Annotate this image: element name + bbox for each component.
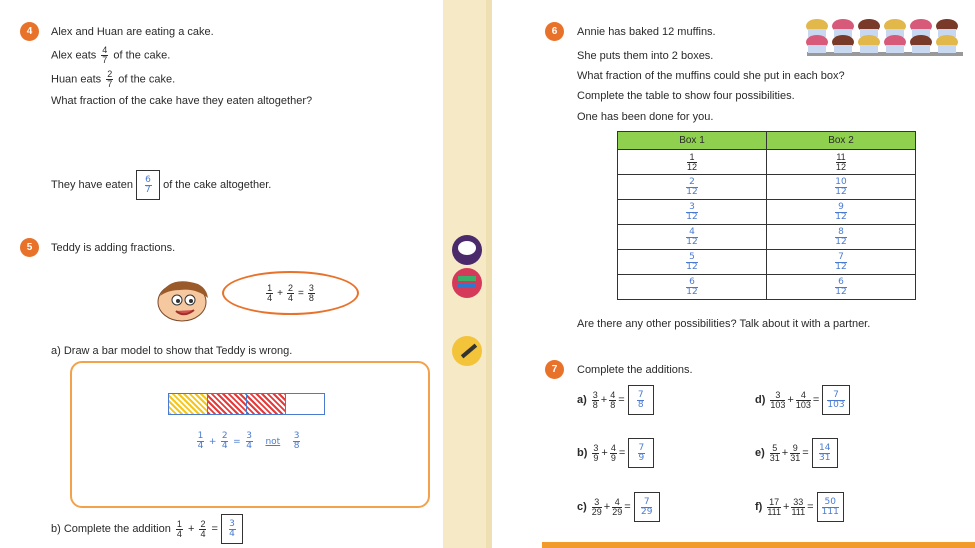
handwritten-fraction: $\frac{3}{12}$	[686, 201, 698, 222]
fraction: $\frac{3}{8}$	[308, 282, 314, 303]
handwritten-fraction: $\frac{3}{4}$	[246, 431, 252, 451]
handwritten-fraction: $\frac{4}{12}$	[686, 226, 698, 247]
item-label: f)	[755, 500, 763, 513]
handwritten-fraction: $\frac{6}{7}$	[145, 174, 151, 195]
table-cell[interactable]	[618, 200, 767, 225]
table-cell[interactable]	[618, 225, 767, 250]
fraction: $\frac{4}{29}$	[612, 496, 623, 517]
bar-part-red	[208, 394, 247, 414]
fraction: $\frac{3}{29}$	[591, 496, 602, 517]
q7-intro: Complete the additions.	[577, 364, 693, 376]
plus-sign: +	[187, 522, 195, 535]
table-cell[interactable]	[767, 275, 916, 300]
q6-footer: Are there any other possibilities? Talk about it with a partner.	[577, 318, 871, 330]
table-cell[interactable]	[618, 275, 767, 300]
fraction: $\frac{2}{4}$	[287, 282, 293, 303]
speech-bubble	[222, 271, 359, 315]
fraction: $\frac{3}{9}$	[593, 442, 599, 463]
equals-sign: =	[211, 522, 218, 535]
answer-box[interactable]	[221, 514, 243, 544]
answer-box[interactable]	[822, 385, 849, 415]
q4-answer-line	[51, 170, 271, 200]
fraction: $\frac{17}{111}$	[767, 496, 782, 517]
q5-part-a: a) Draw a bar model to show that Teddy is wrong.	[51, 345, 293, 357]
q4-alex-post: of the cake.	[113, 49, 171, 62]
handwritten-fraction: $\frac{7}{29}$	[641, 496, 653, 517]
handwritten-fraction: $\frac{2}{4}$	[221, 431, 228, 451]
books-icon	[452, 268, 482, 298]
table-cell[interactable]	[767, 175, 916, 200]
table-cell	[767, 150, 916, 175]
plus-sign: +	[787, 393, 794, 406]
table-header: Box 1	[618, 132, 767, 150]
page-footer-stripe	[542, 542, 975, 548]
not-word: not	[265, 437, 281, 447]
page-gutter-shade	[486, 0, 492, 548]
bar-part-yellow	[169, 394, 208, 414]
muffin-case	[886, 45, 904, 53]
plus-sign: +	[600, 393, 608, 406]
teddy-face-illustration	[150, 276, 216, 324]
plus-sign: +	[781, 446, 789, 459]
fraction: $\frac{1}{4}$	[267, 282, 273, 303]
handwritten-fraction: $\frac{6}{12}$	[835, 276, 847, 297]
equals-sign: =	[618, 393, 625, 406]
fraction: $\frac{4}{9}$	[610, 442, 616, 463]
table-row	[618, 225, 916, 250]
plus-sign: +	[603, 500, 611, 513]
table-cell[interactable]	[767, 200, 916, 225]
muffin-case	[834, 45, 852, 53]
q4-question: What fraction of the cake have they eaten altogether?	[51, 95, 313, 107]
fraction: $\frac{2}{7}$	[107, 69, 113, 89]
handwritten-fraction: $\frac{50}{111}$	[821, 496, 839, 517]
fraction: $\frac{5}{31}$	[769, 442, 780, 463]
handwritten-fraction: $\frac{7}{8}$	[637, 389, 644, 410]
q5-part-b-line	[51, 514, 243, 544]
muffin-case	[860, 45, 878, 53]
fraction: $\frac{3}{103}$	[770, 389, 786, 410]
table-cell	[618, 150, 767, 175]
muffin-case	[912, 45, 930, 53]
q4-answer-pre: They have eaten	[51, 178, 133, 191]
table-row	[618, 200, 916, 225]
q4-huan-line	[51, 70, 175, 89]
item-label: a)	[577, 393, 587, 406]
q6-line2: She puts them into 2 boxes.	[577, 50, 714, 62]
handwritten-fraction: $\frac{10}{12}$	[835, 176, 847, 197]
handwritten-fraction: $\frac{1}{4}$	[197, 431, 204, 451]
item-label: b)	[577, 446, 588, 459]
addition-item	[755, 438, 838, 468]
q5-part-b-pre: b) Complete the addition	[51, 522, 171, 535]
fraction: $\frac{9}{31}$	[790, 442, 801, 463]
table-cell[interactable]	[618, 250, 767, 275]
table-cell[interactable]	[618, 175, 767, 200]
discuss-icon	[452, 235, 482, 265]
plus-sign: +	[783, 500, 790, 513]
equals-sign: =	[298, 287, 304, 299]
answer-box[interactable]	[628, 385, 654, 415]
bar-part-red	[247, 394, 286, 414]
q4-answer-post: of the cake altogether.	[163, 178, 272, 191]
handwritten-working	[195, 432, 302, 451]
q6-line5: One has been done for you.	[577, 111, 714, 123]
handwritten-fraction: $\frac{5}{12}$	[686, 251, 698, 272]
fraction: $\frac{2}{4}$	[200, 518, 206, 539]
fraction: $\frac{4}{7}$	[102, 45, 108, 65]
fraction: $\frac{4}{8}$	[610, 389, 616, 410]
item-label: e)	[755, 446, 765, 459]
plus-sign: +	[601, 446, 608, 459]
addition-item	[577, 492, 660, 522]
fraction: $\frac{4}{103}$	[795, 389, 811, 410]
answer-box[interactable]	[628, 438, 654, 468]
plus-sign: +	[277, 287, 283, 299]
handwritten-fraction: $\frac{2}{12}$	[686, 176, 698, 197]
handwritten-fraction: $\frac{7}{103}$	[827, 389, 845, 410]
question-number-7: 7	[545, 360, 564, 379]
equals-sign: =	[802, 446, 809, 459]
handwritten-fraction: $\frac{6}{12}$	[686, 276, 698, 297]
handwritten-fraction: $\frac{3}{4}$	[229, 518, 235, 539]
table-row	[618, 175, 916, 200]
handwritten-fraction: $\frac{9}{12}$	[835, 201, 847, 222]
question-number-6: 6	[545, 22, 564, 41]
q4-intro: Alex and Huan are eating a cake.	[51, 26, 214, 38]
q4-huan-post: of the cake.	[118, 73, 176, 86]
answer-box[interactable]	[136, 170, 160, 200]
handwritten-fraction: $\frac{7}{9}$	[638, 442, 645, 463]
bar-part-empty	[286, 394, 324, 414]
equals-sign: =	[624, 500, 631, 513]
muffin-case	[938, 45, 956, 53]
fraction: $\frac{33}{111}$	[791, 496, 806, 517]
addition-item	[577, 438, 654, 468]
fraction: $\frac{1}{4}$	[176, 518, 182, 539]
item-label: d)	[755, 393, 766, 406]
equals-sign: =	[233, 437, 241, 447]
q5-intro: Teddy is adding fractions.	[51, 242, 176, 254]
fraction: $\frac{1}{12}$	[686, 151, 697, 172]
item-label: c)	[577, 500, 587, 513]
handwritten-fraction: $\frac{8}{12}$	[835, 226, 847, 247]
q4-alex-line	[51, 46, 170, 65]
answer-box[interactable]	[634, 492, 660, 522]
bar-model	[168, 393, 325, 415]
table-cell[interactable]	[767, 225, 916, 250]
addition-item	[755, 385, 850, 415]
plus-sign: +	[208, 437, 217, 447]
q4-alex-pre: Alex eats	[51, 49, 97, 62]
handwritten-fraction: $\frac{14}{31}$	[819, 442, 831, 463]
q4-huan-pre: Huan eats	[51, 73, 102, 86]
muffins-illustration	[805, 18, 965, 66]
table-row	[618, 275, 916, 300]
q6-line4: Complete the table to show four possibilities.	[577, 90, 795, 102]
addition-item	[755, 492, 844, 522]
addition-item	[577, 385, 654, 415]
equals-sign: =	[618, 446, 626, 459]
answer-box[interactable]	[817, 492, 844, 522]
muffin-table	[617, 131, 916, 300]
question-number-5: 5	[20, 238, 39, 257]
table-row	[618, 250, 916, 275]
muffin-case	[808, 45, 826, 53]
handwritten-fraction: $\frac{3}{8}$	[293, 431, 300, 451]
fraction: $\frac{11}{12}$	[835, 151, 846, 172]
table-row	[618, 150, 916, 175]
table-header: Box 2	[767, 132, 916, 150]
q6-line1: Annie has baked 12 muffins.	[577, 26, 716, 38]
handwritten-fraction: $\frac{7}{12}$	[835, 251, 847, 272]
equals-sign: =	[812, 393, 820, 406]
table-cell[interactable]	[767, 250, 916, 275]
pencil-icon	[452, 336, 482, 366]
fraction: $\frac{3}{8}$	[592, 389, 598, 410]
equals-sign: =	[807, 500, 814, 513]
q6-line3: What fraction of the muffins could she put in each box?	[577, 70, 845, 82]
answer-box[interactable]	[812, 438, 838, 468]
question-number-4: 4	[20, 22, 39, 41]
